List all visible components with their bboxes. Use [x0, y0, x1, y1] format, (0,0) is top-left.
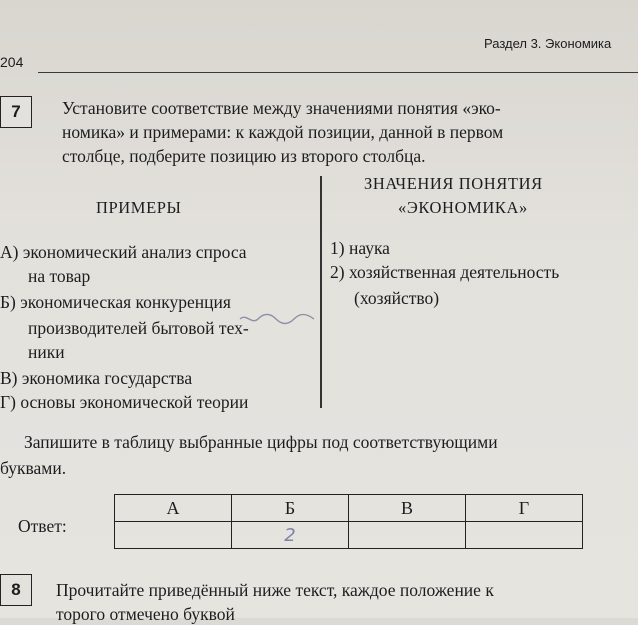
example-b-line-1: Б) экономическая конкуренция: [0, 292, 231, 312]
table-instruction-line-1: Запишите в таблицу выбранные цифры под соответствующими: [24, 432, 498, 452]
example-a-line-1: А) экономический анализ спроса: [0, 242, 247, 262]
meanings-heading-line-1: ЗНАЧЕНИЯ ПОНЯТИЯ: [364, 174, 543, 193]
meanings-heading-line-2: «ЭКОНОМИКА»: [398, 198, 528, 217]
section-title: Раздел 3. Экономика: [484, 36, 612, 51]
task-7-instruction-line-3: столбце, подберите позицию из второго столбца.: [62, 146, 426, 166]
answer-header-b: Б: [232, 495, 349, 522]
task-7-instruction-line-1: Установите соответствие между значениями понятия «эко-: [62, 98, 501, 118]
answer-table: [114, 494, 583, 549]
example-a-line-2: на товар: [28, 266, 91, 286]
answer-value-row: [115, 522, 583, 549]
meaning-1: 1) наука: [330, 238, 390, 258]
example-b-line-3: ники: [28, 342, 65, 362]
page-number: 204: [0, 54, 24, 70]
meaning-2-line-1: 2) хозяйственная деятельность: [330, 262, 560, 282]
example-v: В) экономика государства: [0, 368, 193, 388]
meaning-2-line-2: (хозяйство): [354, 288, 440, 308]
task-7-number: 7: [0, 96, 32, 128]
answer-label: Ответ:: [18, 516, 67, 536]
task-8-line-1: Прочитайте приведённый ниже текст, каждое положение к: [56, 580, 494, 600]
example-g: Г) основы экономической теории: [0, 392, 249, 412]
example-b-line-2: производителей бытовой тех-: [28, 318, 249, 338]
header-rule: [38, 72, 638, 73]
task-8-line-2: торого отмечено буквой: [56, 604, 235, 624]
answer-header-g: Г: [466, 495, 583, 522]
task-7-instruction-line-2: номика» и примерами: к каждой позиции, данной в первом: [62, 122, 504, 142]
answer-cell-a[interactable]: [115, 522, 232, 549]
task-8-number: 8: [0, 574, 32, 606]
answer-cell-v[interactable]: [349, 522, 466, 549]
answer-header-row: [115, 495, 583, 522]
table-instruction-line-2: буквами.: [0, 458, 67, 478]
answer-cell-g[interactable]: [466, 522, 583, 549]
answer-cell-b[interactable]: 2: [232, 522, 349, 549]
answer-header-v: В: [349, 495, 466, 522]
answer-header-a: А: [115, 495, 232, 522]
pencil-mark: [238, 312, 318, 326]
examples-heading: ПРИМЕРЫ: [96, 198, 182, 217]
column-divider: [320, 176, 322, 408]
